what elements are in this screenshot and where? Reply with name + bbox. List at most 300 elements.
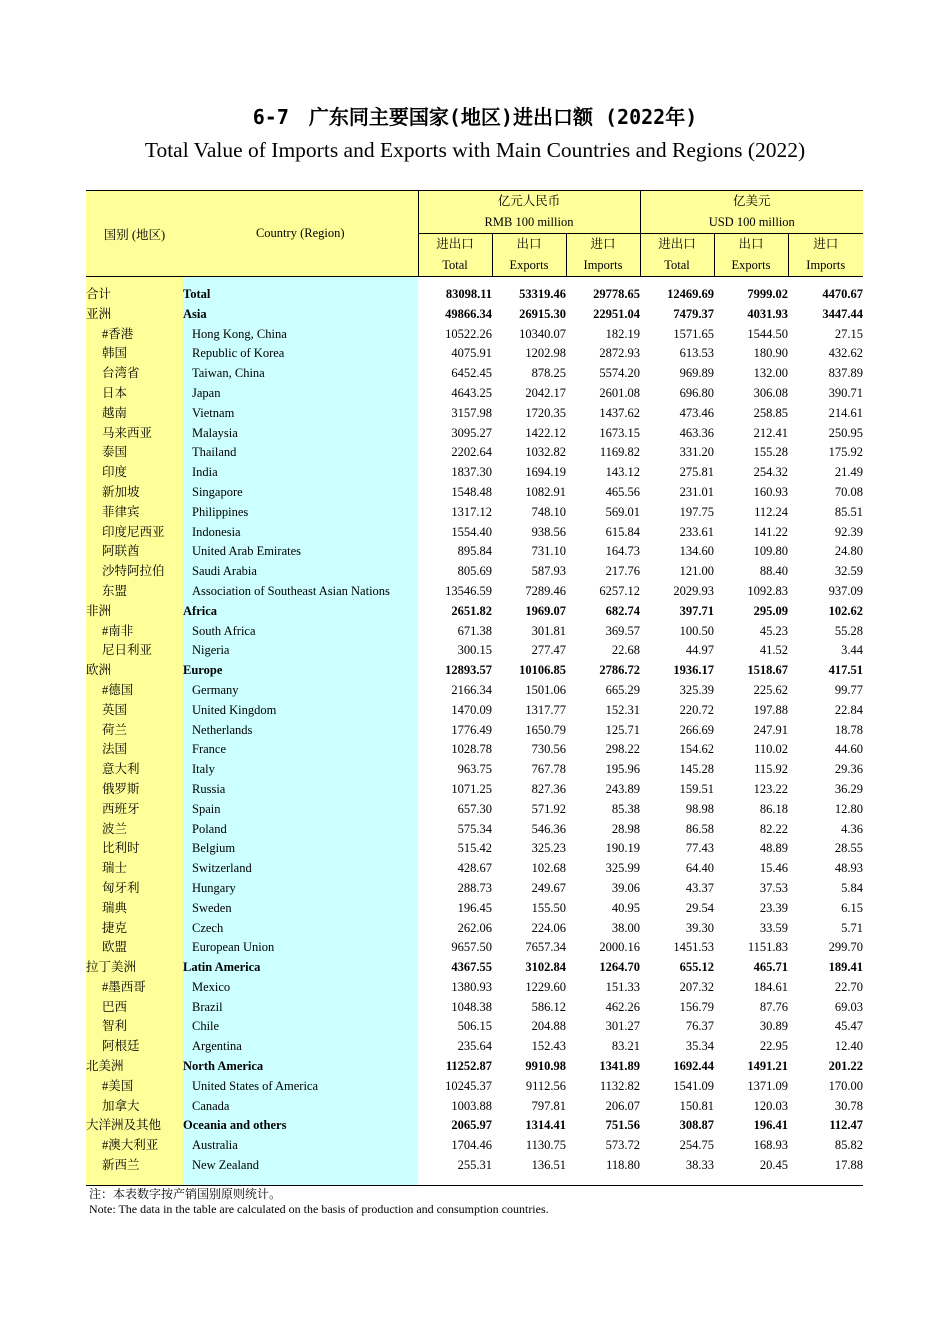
region-en: Chile (183, 1017, 418, 1037)
rmb-imports-value: 22.68 (611, 643, 640, 658)
rmb-total-value: 11252.87 (445, 1059, 492, 1074)
rmb-exports-value: 1969.07 (525, 603, 566, 618)
usd-imports-value: 48.93 (834, 861, 863, 876)
usd-total-value: 35.34 (685, 1039, 714, 1054)
usd-total-value: 233.61 (679, 524, 714, 539)
table-row (86, 503, 863, 523)
table-row (86, 938, 863, 958)
usd-total-value: 1571.65 (673, 326, 714, 341)
region-cn: 匈牙利 (86, 879, 183, 899)
table-row (86, 721, 863, 741)
rmb-total-value: 235.64 (457, 1039, 492, 1054)
region-en: Hong Kong, China (183, 325, 418, 345)
usd-imports-value: 3447.44 (822, 306, 863, 321)
rmb-imports-value: 1437.62 (599, 405, 640, 420)
region-en: Singapore (183, 483, 418, 503)
rmb-total-value: 12893.57 (445, 663, 492, 678)
region-en: Vietnam (183, 404, 418, 424)
usd-total-value: 43.37 (685, 880, 714, 895)
usd-exports-value: 120.03 (753, 1098, 788, 1113)
usd-exports-value: 1491.21 (747, 1059, 788, 1074)
region-cn: 北美洲 (86, 1057, 183, 1077)
rmb-exports-value: 1694.19 (525, 465, 566, 480)
rmb-total-value: 4075.91 (451, 346, 492, 361)
note-cn: 注：本表数字按产销国别原则统计。 (89, 1187, 282, 1201)
rmb-exports-value: 797.81 (531, 1098, 566, 1113)
rmb-imports-value: 38.00 (611, 920, 640, 935)
usd-imports-value: 5.71 (841, 920, 863, 935)
rmb-total-value: 1048.38 (451, 999, 492, 1014)
spacer-cell (86, 1176, 183, 1186)
usd-imports-value: 250.95 (828, 425, 863, 440)
usd-total-value: 308.87 (679, 1118, 714, 1133)
usd-exports-value: 123.22 (753, 781, 788, 796)
table-row (86, 859, 863, 879)
rmb-total-value: 49866.34 (445, 306, 492, 321)
rmb-imports-value: 118.80 (606, 1158, 640, 1173)
rmb-exports-value: 1501.06 (525, 682, 566, 697)
region-en: Africa (183, 602, 418, 622)
header-rmb-imports-cn: 进口 (590, 237, 616, 251)
rmb-imports-value: 465.56 (605, 484, 640, 499)
rmb-imports-value: 2601.08 (599, 385, 640, 400)
usd-total-value: 969.89 (679, 366, 714, 381)
table-row (86, 701, 863, 721)
table-row (86, 760, 863, 780)
usd-imports-value: 85.51 (834, 504, 863, 519)
rmb-imports-value: 665.29 (605, 682, 640, 697)
rmb-exports-value: 1422.12 (525, 425, 566, 440)
region-cn: #澳大利亚 (86, 1136, 183, 1156)
usd-imports-value: 937.09 (828, 583, 863, 598)
usd-total-value: 38.33 (685, 1158, 714, 1173)
region-cn: 巴西 (86, 998, 183, 1018)
rmb-total-value: 1380.93 (451, 979, 492, 994)
region-cn: 瑞典 (86, 899, 183, 919)
region-cn: 合计 (86, 285, 183, 305)
rmb-total-value: 300.15 (457, 643, 492, 658)
usd-exports-value: 109.80 (753, 544, 788, 559)
usd-exports-value: 225.62 (753, 682, 788, 697)
region-cn: 东盟 (86, 582, 183, 602)
usd-total-value: 1692.44 (673, 1059, 714, 1074)
rmb-total-value: 3095.27 (451, 425, 492, 440)
region-en: Germany (183, 681, 418, 701)
region-cn: 亚洲 (86, 305, 183, 325)
usd-imports-value: 214.61 (828, 405, 863, 420)
rmb-exports-value: 152.43 (531, 1039, 566, 1054)
rmb-imports-value: 2872.93 (599, 346, 640, 361)
table-row (86, 463, 863, 483)
region-en: Taiwan, China (183, 364, 418, 384)
rmb-imports-value: 195.96 (605, 762, 640, 777)
rmb-exports-value: 249.67 (531, 880, 566, 895)
rmb-imports-value: 615.84 (605, 524, 640, 539)
usd-imports-value: 5.84 (841, 880, 863, 895)
rmb-imports-value: 5574.20 (599, 366, 640, 381)
usd-total-value: 12469.69 (667, 287, 714, 301)
usd-exports-value: 48.89 (759, 841, 788, 856)
rmb-imports-value: 2786.72 (599, 663, 640, 678)
usd-exports-value: 168.93 (753, 1138, 788, 1153)
region-en: United Arab Emirates (183, 542, 418, 562)
usd-total-value: 207.32 (679, 979, 714, 994)
rmb-total-value: 9657.50 (451, 940, 492, 955)
usd-exports-value: 30.89 (759, 1019, 788, 1034)
header-rmb-exports-cn: 出口 (516, 237, 542, 251)
usd-total-value: 2029.93 (673, 583, 714, 598)
usd-total-value: 266.69 (679, 722, 714, 737)
usd-imports-value: 36.29 (834, 781, 863, 796)
region-en: Mexico (183, 978, 418, 998)
region-en: Russia (183, 780, 418, 800)
region-cn: 泰国 (86, 443, 183, 463)
rmb-exports-value: 1314.41 (525, 1118, 566, 1133)
region-cn: 日本 (86, 384, 183, 404)
table-row (86, 602, 863, 622)
rmb-imports-value: 298.22 (605, 742, 640, 757)
usd-imports-value: 299.70 (828, 940, 863, 955)
usd-exports-value: 112.24 (754, 504, 788, 519)
rmb-imports-value: 751.56 (605, 1118, 640, 1133)
rmb-imports-value: 1673.15 (599, 425, 640, 440)
rmb-imports-value: 190.19 (605, 841, 640, 856)
table-row (86, 800, 863, 820)
header-rmb-imports (566, 234, 640, 277)
rmb-total-value: 1028.78 (451, 742, 492, 757)
usd-imports-value: 69.03 (834, 999, 863, 1014)
table-row (86, 384, 863, 404)
rmb-total-value: 1317.12 (451, 504, 492, 519)
region-cn: 智利 (86, 1017, 183, 1037)
rmb-exports-value: 767.78 (531, 762, 566, 777)
usd-imports-value: 55.28 (834, 623, 863, 638)
table-row (86, 899, 863, 919)
region-cn: 瑞士 (86, 859, 183, 879)
header-rmb-total-en: Total (442, 258, 468, 272)
usd-exports-value: 87.76 (759, 999, 788, 1014)
usd-exports-value: 465.71 (753, 960, 788, 975)
usd-imports-value: 22.84 (834, 702, 863, 717)
table-row (86, 404, 863, 424)
usd-exports-value: 45.23 (759, 623, 788, 638)
usd-exports-value: 141.22 (753, 524, 788, 539)
table-row (86, 958, 863, 978)
spacer-cell (183, 277, 418, 286)
spacer-cell (418, 277, 863, 286)
header-rmb-imports-en: Imports (583, 258, 623, 272)
header-rmb-exports (492, 234, 566, 277)
region-en: Association of Southeast Asian Nations (183, 582, 418, 602)
region-cn: 西班牙 (86, 800, 183, 820)
rmb-exports-value: 1720.35 (525, 405, 566, 420)
region-en: European Union (183, 938, 418, 958)
region-en: Saudi Arabia (183, 562, 418, 582)
usd-exports-value: 212.41 (753, 425, 788, 440)
rmb-exports-value: 3102.84 (525, 960, 566, 975)
rmb-imports-value: 369.57 (605, 623, 640, 638)
region-cn: 沙特阿拉伯 (86, 562, 183, 582)
usd-imports-value: 30.78 (834, 1098, 863, 1113)
rmb-imports-value: 125.71 (605, 722, 640, 737)
rmb-imports-value: 462.26 (605, 999, 640, 1014)
usd-exports-value: 4031.93 (747, 306, 788, 321)
rmb-exports-value: 1317.77 (525, 702, 566, 717)
region-en: Spain (183, 800, 418, 820)
rmb-imports-value: 40.95 (611, 900, 640, 915)
table-row (86, 839, 863, 859)
rmb-imports-value: 206.07 (605, 1098, 640, 1113)
usd-imports-value: 175.92 (828, 445, 863, 460)
rmb-imports-value: 182.19 (605, 326, 640, 341)
rmb-imports-value: 152.31 (605, 702, 640, 717)
header-usd-imports-en: Imports (806, 258, 846, 272)
rmb-total-value: 506.15 (457, 1019, 492, 1034)
region-cn: 韩国 (86, 344, 183, 364)
rmb-total-value: 13546.59 (445, 583, 492, 598)
rmb-total-value: 2651.82 (451, 603, 492, 618)
rmb-imports-value: 28.98 (611, 821, 640, 836)
rmb-total-value: 10245.37 (445, 1078, 492, 1093)
table-row (86, 325, 863, 345)
usd-imports-value: 29.36 (834, 762, 863, 777)
rmb-total-value: 1837.30 (451, 465, 492, 480)
rmb-imports-value: 6257.12 (599, 583, 640, 598)
table-row (86, 1116, 863, 1136)
rmb-total-value: 1554.40 (451, 524, 492, 539)
usd-imports-value: 4470.67 (822, 287, 863, 301)
table-row (86, 820, 863, 840)
rmb-imports-value: 217.76 (605, 564, 640, 579)
rmb-exports-value: 748.10 (531, 504, 566, 519)
table-row (86, 879, 863, 899)
region-en: North America (183, 1057, 418, 1077)
usd-imports-value: 12.40 (834, 1039, 863, 1054)
usd-exports-value: 88.40 (759, 564, 788, 579)
usd-total-value: 231.01 (679, 484, 714, 499)
region-en: Canada (183, 1097, 418, 1117)
usd-total-value: 159.51 (679, 781, 714, 796)
rmb-total-value: 1776.49 (451, 722, 492, 737)
rmb-exports-value: 2042.17 (525, 385, 566, 400)
usd-exports-value: 160.93 (753, 484, 788, 499)
header-rmb-total-cn: 进出口 (436, 237, 474, 251)
usd-total-value: 275.81 (679, 465, 714, 480)
region-cn: 马来西亚 (86, 424, 183, 444)
region-en: Brazil (183, 998, 418, 1018)
usd-total-value: 473.46 (679, 405, 714, 420)
usd-imports-value: 85.82 (834, 1138, 863, 1153)
rmb-exports-value: 587.93 (531, 564, 566, 579)
rmb-exports-value: 1229.60 (525, 979, 566, 994)
rmb-total-value: 262.06 (457, 920, 492, 935)
region-cn: 意大利 (86, 760, 183, 780)
region-cn: 阿联酋 (86, 542, 183, 562)
region-en: New Zealand (183, 1156, 418, 1176)
usd-exports-value: 7999.02 (747, 287, 788, 301)
rmb-imports-value: 29778.65 (593, 287, 640, 301)
usd-imports-value: 27.15 (834, 326, 863, 341)
table-row (86, 641, 863, 661)
rmb-total-value: 963.75 (457, 762, 492, 777)
trade-table (86, 190, 863, 1186)
usd-total-value: 7479.37 (673, 306, 714, 321)
table-row (86, 740, 863, 760)
region-cn: 阿根廷 (86, 1037, 183, 1057)
table-row (86, 998, 863, 1018)
usd-exports-value: 254.32 (753, 465, 788, 480)
rmb-exports-value: 1082.91 (525, 484, 566, 499)
usd-exports-value: 15.46 (759, 861, 788, 876)
rmb-imports-value: 1169.82 (599, 445, 640, 460)
region-en: India (183, 463, 418, 483)
region-en: Australia (183, 1136, 418, 1156)
usd-exports-value: 23.39 (759, 900, 788, 915)
rmb-exports-value: 136.51 (531, 1158, 566, 1173)
rmb-total-value: 895.84 (457, 544, 492, 559)
usd-exports-value: 184.61 (753, 979, 788, 994)
usd-exports-value: 258.85 (753, 405, 788, 420)
table-row (86, 1057, 863, 1077)
usd-total-value: 1541.09 (673, 1078, 714, 1093)
table-row (86, 305, 863, 325)
usd-total-value: 76.37 (685, 1019, 714, 1034)
usd-exports-value: 197.88 (753, 702, 788, 717)
usd-imports-value: 21.49 (834, 465, 863, 480)
usd-exports-value: 247.91 (753, 722, 788, 737)
rmb-exports-value: 1032.82 (525, 445, 566, 460)
region-en: Republic of Korea (183, 344, 418, 364)
region-cn: 印度尼西亚 (86, 523, 183, 543)
table-row (86, 1037, 863, 1057)
usd-total-value: 696.80 (679, 385, 714, 400)
rmb-exports-value: 224.06 (531, 920, 566, 935)
region-cn: 越南 (86, 404, 183, 424)
header-usd-en: USD 100 million (708, 215, 795, 229)
region-cn: 荷兰 (86, 721, 183, 741)
rmb-imports-value: 83.21 (611, 1039, 640, 1054)
usd-total-value: 154.62 (679, 742, 714, 757)
header-usd-exports (714, 234, 788, 277)
rmb-total-value: 2202.64 (451, 445, 492, 460)
usd-imports-value: 17.88 (834, 1158, 863, 1173)
table-row (86, 562, 863, 582)
usd-exports-value: 1544.50 (747, 326, 788, 341)
header-rmb-group (418, 191, 640, 234)
usd-exports-value: 41.52 (759, 643, 788, 658)
rmb-total-value: 3157.98 (451, 405, 492, 420)
rmb-exports-value: 730.56 (531, 742, 566, 757)
table-row (86, 285, 863, 305)
rmb-exports-value: 1130.75 (525, 1138, 566, 1153)
usd-total-value: 44.97 (685, 643, 714, 658)
rmb-total-value: 4643.25 (451, 385, 492, 400)
table-row (86, 523, 863, 543)
usd-imports-value: 18.78 (834, 722, 863, 737)
rmb-total-value: 1704.46 (451, 1138, 492, 1153)
usd-imports-value: 3.44 (841, 643, 863, 658)
rmb-total-value: 6452.45 (451, 366, 492, 381)
usd-imports-value: 44.60 (834, 742, 863, 757)
rmb-exports-value: 301.81 (531, 623, 566, 638)
spacer-row (86, 1176, 863, 1186)
region-cn: 法国 (86, 740, 183, 760)
region-cn: #南非 (86, 622, 183, 642)
table-body (86, 277, 863, 1186)
usd-total-value: 121.00 (679, 564, 714, 579)
usd-exports-value: 1371.09 (747, 1078, 788, 1093)
rmb-total-value: 83098.11 (445, 287, 492, 301)
rmb-imports-value: 2000.16 (599, 940, 640, 955)
rmb-imports-value: 1132.82 (599, 1078, 640, 1093)
rmb-imports-value: 682.74 (605, 603, 640, 618)
region-en: Hungary (183, 879, 418, 899)
usd-total-value: 197.75 (679, 504, 714, 519)
usd-exports-value: 295.09 (753, 603, 788, 618)
usd-total-value: 145.28 (679, 762, 714, 777)
header-usd-imports-cn: 进口 (813, 237, 839, 251)
usd-exports-value: 110.02 (754, 742, 788, 757)
page-title-cn: 6-7 广东同主要国家(地区)进出口额 (2022年) (252, 105, 698, 129)
usd-exports-value: 86.18 (759, 801, 788, 816)
rmb-total-value: 10522.26 (445, 326, 492, 341)
region-cn: #美国 (86, 1077, 183, 1097)
region-en: South Africa (183, 622, 418, 642)
usd-total-value: 150.81 (679, 1098, 714, 1113)
rmb-imports-value: 85.38 (611, 801, 640, 816)
usd-total-value: 29.54 (685, 900, 714, 915)
usd-total-value: 39.30 (685, 920, 714, 935)
rmb-exports-value: 9112.56 (525, 1078, 566, 1093)
usd-imports-value: 112.47 (829, 1118, 863, 1133)
spacer-cell (418, 1176, 863, 1186)
rmb-exports-value: 571.92 (531, 801, 566, 816)
rmb-total-value: 805.69 (457, 564, 492, 579)
header-usd-exports-cn: 出口 (738, 237, 764, 251)
region-en: Netherlands (183, 721, 418, 741)
region-cn: 尼日利亚 (86, 641, 183, 661)
table-row (86, 919, 863, 939)
table-row (86, 978, 863, 998)
usd-exports-value: 196.41 (753, 1118, 788, 1133)
usd-exports-value: 180.90 (753, 346, 788, 361)
rmb-imports-value: 1341.89 (599, 1059, 640, 1074)
table-row (86, 681, 863, 701)
rmb-exports-value: 10340.07 (519, 326, 566, 341)
table-row (86, 780, 863, 800)
region-en: Oceania and others (183, 1116, 418, 1136)
usd-exports-value: 1151.83 (747, 940, 788, 955)
region-en: Thailand (183, 443, 418, 463)
region-en: Poland (183, 820, 418, 840)
table-row (86, 622, 863, 642)
usd-total-value: 64.40 (685, 861, 714, 876)
rmb-exports-value: 938.56 (531, 524, 566, 539)
usd-imports-value: 417.51 (828, 663, 863, 678)
table-row (86, 1077, 863, 1097)
table-row (86, 364, 863, 384)
table-header (86, 191, 863, 277)
region-cn: 拉丁美洲 (86, 958, 183, 978)
rmb-total-value: 1003.88 (451, 1098, 492, 1113)
region-en: Japan (183, 384, 418, 404)
rmb-exports-value: 731.10 (531, 544, 566, 559)
usd-imports-value: 4.36 (841, 821, 863, 836)
region-cn: 波兰 (86, 820, 183, 840)
usd-exports-value: 115.92 (754, 762, 788, 777)
header-usd-exports-en: Exports (731, 258, 771, 272)
usd-exports-value: 82.22 (759, 821, 788, 836)
